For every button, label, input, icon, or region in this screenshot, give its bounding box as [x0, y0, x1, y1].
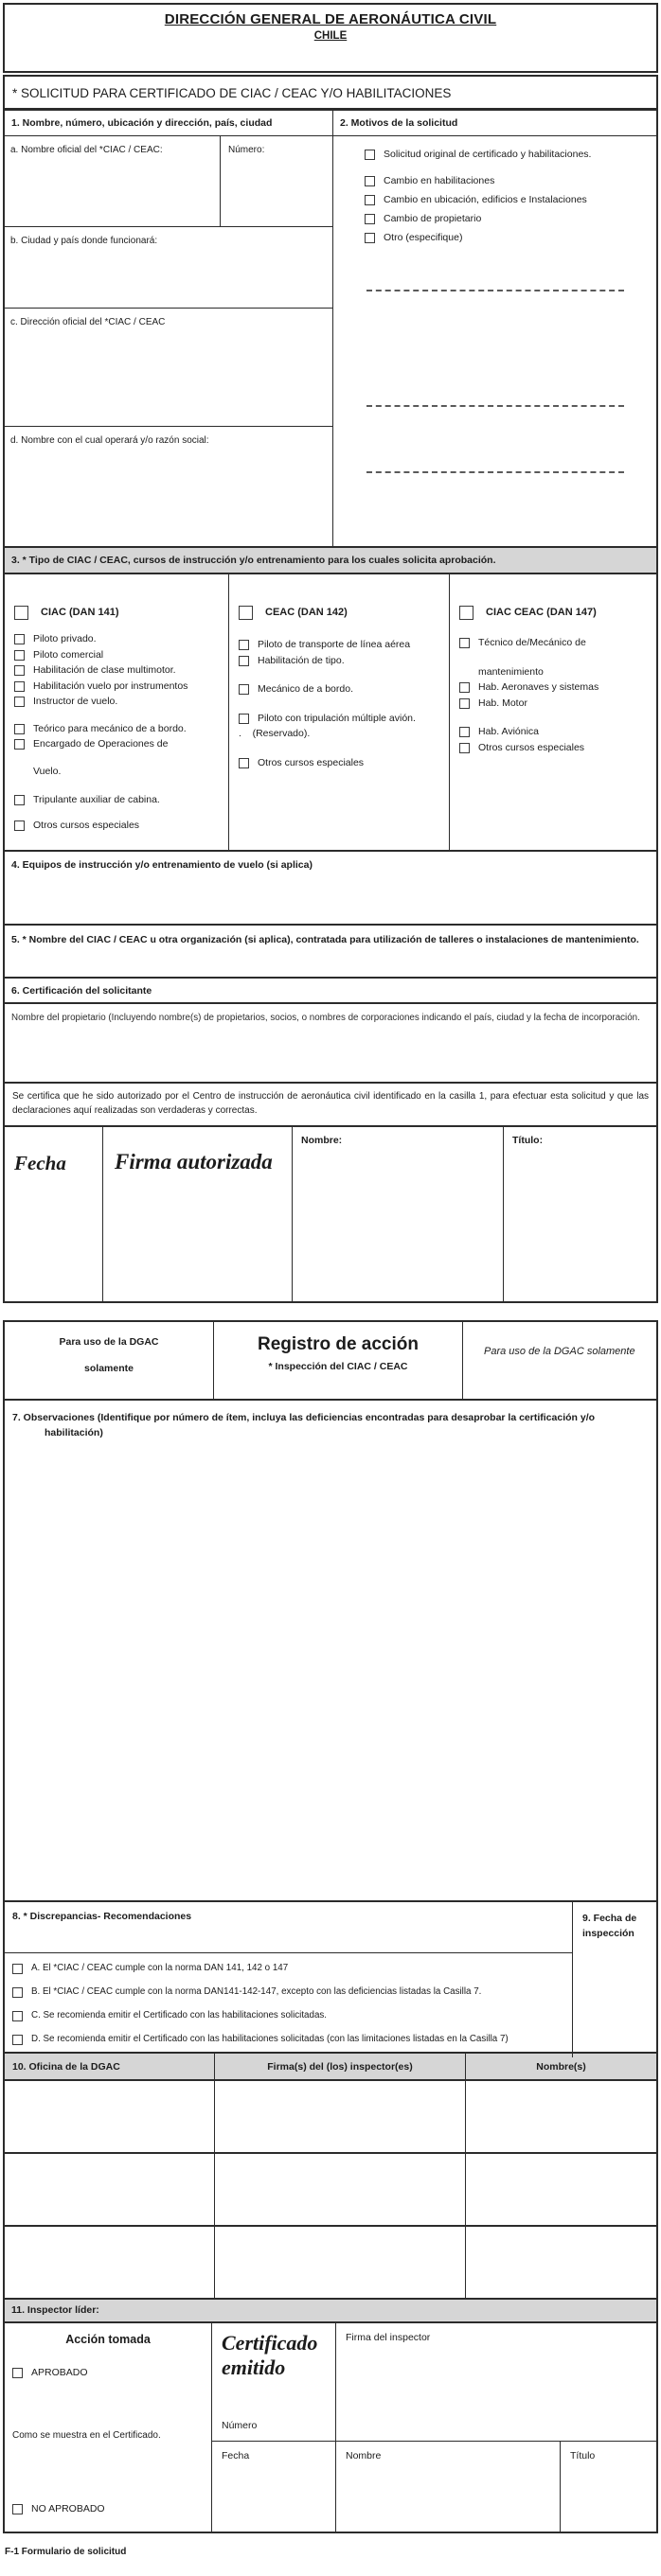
- oficina-cell[interactable]: [5, 2227, 215, 2298]
- dgac-use-only-right: Para uso de la DGAC solamente: [484, 1346, 635, 1357]
- tripulante-cabina-checkbox[interactable]: [14, 795, 25, 805]
- firma-del-inspector-label: Firma del inspector: [346, 2332, 431, 2343]
- ceac-dan142-column: [229, 574, 450, 850]
- fecha-emision-cell[interactable]: [212, 2442, 336, 2532]
- motivo-label: Solicitud original de certificado y habilitaciones.: [384, 149, 592, 160]
- ciac-dan141-checkbox[interactable]: [14, 606, 28, 620]
- section-10-firma-header: Firma(s) del (los) inspector(es): [215, 2054, 466, 2079]
- agency-country: CHILE: [313, 30, 348, 42]
- course-label: Hab. Motor: [478, 697, 527, 709]
- discrepancia-label: B. El *CIAC / CEAC cumple con la norma DAN141-142-147, excepto con las deficiencias listadas la Casilla 7.: [31, 1986, 482, 1997]
- course-label: Otros cursos especiales: [258, 756, 365, 768]
- section-7-observaciones[interactable]: [3, 1401, 658, 1902]
- motivo-row: [365, 213, 651, 225]
- write-in-line[interactable]: [366, 405, 624, 407]
- form-number-footer: F-1 Formulario de solicitud: [5, 2547, 127, 2557]
- field-nombre-oficial: [5, 136, 333, 227]
- nombre-label: Nombre:: [301, 1135, 343, 1146]
- firma-del-inspector-cell[interactable]: [336, 2323, 656, 2442]
- accion-tomada-title: Acción tomada: [65, 2333, 151, 2346]
- discrepancia-label: C. Se recomienda emitir el Certificado con las habilitaciones solicitadas.: [31, 2010, 328, 2020]
- aprobado-checkbox[interactable]: [12, 2368, 23, 2378]
- motivo-label: Cambio en ubicación, edificios e Instalaciones: [384, 194, 587, 205]
- course-label: Instructor de vuelo.: [33, 696, 118, 707]
- ciac-dan141-column: [5, 574, 229, 850]
- section-4-title: 4. Equipos de instrucción y/o entrenamiento de vuelo (si aplica): [11, 859, 313, 871]
- course-label: Teórico para mecánico de a bordo.: [33, 722, 187, 734]
- ciac-ceac-dan147-checkbox[interactable]: [459, 606, 473, 620]
- section-8-checklist: [5, 1953, 573, 2057]
- section-2-title: 2. Motivos de la solicitud: [333, 111, 656, 136]
- course-label: Habilitación vuelo por instrumentos: [33, 679, 188, 692]
- piloto-comercial-checkbox[interactable]: [14, 650, 25, 661]
- section-6-owner-field[interactable]: [3, 1004, 658, 1084]
- dgac-left-line1: Para uso de la DGAC: [59, 1336, 159, 1348]
- motivo-solicitud-original-checkbox[interactable]: [365, 150, 375, 160]
- fecha-cell[interactable]: [5, 1127, 103, 1301]
- section-8-9-table: [3, 1902, 658, 2054]
- section-3-title: 3. * Tipo de CIAC / CEAC, cursos de instrucción y/o entrenamiento para los cuales solicita aprobación.: [3, 548, 658, 574]
- section-9-fecha-inspeccion[interactable]: 9. Fecha de inspección: [582, 1913, 637, 1939]
- discrepancia-a-checkbox[interactable]: [12, 1964, 23, 1974]
- course-label: Piloto con tripulación múltiple avión.: [258, 712, 416, 724]
- section-10-title: 10. Oficina de la DGAC: [5, 2054, 215, 2079]
- nombre-cell[interactable]: [293, 1127, 504, 1301]
- course-label: Tripulante auxiliar de cabina.: [33, 794, 160, 805]
- ciac-ceac-dan147-label: CIAC CEAC (DAN 147): [486, 607, 597, 618]
- ciac-ceac-dan147-header-row: [459, 605, 652, 620]
- discrepancia-label: D. Se recomienda emitir el Certificado con las habilitaciones solicitadas (con las limitaciones listadas en la Casilla 7): [31, 2034, 509, 2044]
- motivo-label: Otro (especifique): [384, 232, 463, 243]
- inspeccion-subtitle: * Inspección del CIAC / CEAC: [268, 1361, 408, 1372]
- piloto-transporte-linea-checkbox[interactable]: [239, 640, 249, 650]
- course-label: Piloto privado.: [33, 633, 97, 644]
- course-label: Encargado de Operaciones de: [33, 738, 169, 750]
- titulo-label: Título:: [512, 1135, 544, 1146]
- hab-motor-checkbox[interactable]: [459, 698, 470, 709]
- firma-inspector-cell[interactable]: [215, 2154, 466, 2225]
- direccion-oficial-label: c. Dirección oficial del *CIAC / CEAC: [10, 317, 166, 327]
- motivo-cambio-propietario-checkbox[interactable]: [365, 214, 375, 224]
- course-label: Habilitación de tipo.: [258, 654, 345, 666]
- section-10-nombre-header: Nombre(s): [536, 2061, 586, 2073]
- inspector-table-row: [3, 2154, 658, 2227]
- course-label: Piloto comercial: [33, 648, 104, 661]
- nombre-emision-label: Nombre: [346, 2450, 382, 2461]
- section-7-title: 7. Observaciones (Identifique por número de ítem, incluya las deficiencias encontradas para desaprobar la certificación y/o habilitación): [12, 1412, 596, 1438]
- motivo-row: [365, 232, 651, 244]
- firma-inspector-cell[interactable]: [215, 2081, 466, 2152]
- hab-tipo-checkbox[interactable]: [239, 656, 249, 666]
- nombre-inspector-cell[interactable]: [466, 2227, 656, 2298]
- motivo-cambio-ubicacion-checkbox[interactable]: [365, 195, 375, 205]
- owner-note: Nombre del propietario (Incluyendo nombre(s) de propietarios, socios, o nombres de corporaciones indicando el país, ciudad y la fecha de incorporación.: [11, 1013, 640, 1023]
- firma-autorizada-cell[interactable]: [103, 1127, 293, 1301]
- encargado-operaciones-checkbox[interactable]: [14, 739, 25, 750]
- field-direccion-oficial[interactable]: [5, 309, 333, 427]
- titulo-emision-cell[interactable]: [561, 2442, 656, 2532]
- registro-title: Registro de acción: [258, 1334, 419, 1354]
- section-10-header: [3, 2054, 658, 2081]
- fecha-label: Fecha: [14, 1152, 66, 1174]
- oficina-cell[interactable]: [5, 2154, 215, 2225]
- titulo-cell[interactable]: [504, 1127, 656, 1301]
- firma-inspector-cell[interactable]: [215, 2227, 466, 2298]
- ceac-dan142-label: CEAC (DAN 142): [265, 607, 348, 618]
- agency-title: DIRECCIÓN GENERAL DE AERONÁUTICA CIVIL: [164, 11, 497, 27]
- course-label-continuation: . (Reservado).: [239, 728, 311, 739]
- course-label: Hab. Aviónica: [478, 726, 540, 737]
- course-label-continuation: Vuelo.: [33, 765, 62, 777]
- section-8-title: 8. * Discrepancias- Recomendaciones: [5, 1902, 573, 1953]
- instructor-vuelo-checkbox[interactable]: [14, 697, 25, 707]
- ciac-ceac-dan147-column: [450, 574, 656, 850]
- hab-clase-multimotor-checkbox[interactable]: [14, 665, 25, 676]
- section-5-organizacion[interactable]: [3, 926, 658, 979]
- titulo-emision-label: Título: [570, 2450, 596, 2461]
- mecanico-a-bordo-checkbox[interactable]: [239, 684, 249, 695]
- section-4-equipos[interactable]: [3, 852, 658, 926]
- dgac-use-only-left: [5, 1322, 214, 1399]
- form-title: * SOLICITUD PARA CERTIFICADO DE CIAC / CEAC Y/O HABILITACIONES: [3, 75, 658, 110]
- motivo-otro-checkbox[interactable]: [365, 233, 375, 243]
- write-in-line[interactable]: [366, 290, 624, 291]
- section-1-title: 1. Nombre, número, ubicación y dirección, país, ciudad: [5, 111, 333, 136]
- signature-row: [3, 1127, 658, 1303]
- otros-cursos-dan142-checkbox[interactable]: [239, 758, 249, 768]
- hab-vuelo-instrumentos-checkbox[interactable]: [14, 681, 25, 692]
- tecnico-mecanico-mantenimiento-checkbox[interactable]: [459, 638, 470, 648]
- numero-label[interactable]: Número:: [228, 145, 265, 155]
- course-label: Habilitación de clase multimotor.: [33, 664, 176, 676]
- nombre-inspector-cell[interactable]: [466, 2154, 656, 2225]
- section-3-columns: [3, 574, 658, 852]
- inspector-table-row: [3, 2227, 658, 2300]
- piloto-privado-checkbox[interactable]: [14, 634, 25, 644]
- motivo-label: Cambio de propietario: [384, 213, 482, 224]
- ciac-dan141-label: CIAC (DAN 141): [41, 607, 119, 618]
- course-label: Técnico de/Mecánico de: [478, 637, 586, 648]
- hab-aeronaves-sistemas-checkbox[interactable]: [459, 682, 470, 693]
- ceac-dan142-header-row: [239, 605, 445, 620]
- discrepancia-d-checkbox[interactable]: [12, 2035, 23, 2045]
- hab-avionica-checkbox[interactable]: [459, 727, 470, 737]
- piloto-tripulacion-multiple-checkbox[interactable]: [239, 714, 249, 724]
- section-2-motivos: [333, 136, 656, 546]
- section-6-title: 6. Certificación del solicitante: [3, 979, 658, 1004]
- inspector-table-row: [3, 2081, 658, 2154]
- course-label: Otros cursos especiales: [478, 741, 585, 753]
- otros-cursos-dan147-checkbox[interactable]: [459, 743, 470, 753]
- motivo-cambio-habilitaciones-checkbox[interactable]: [365, 176, 375, 186]
- section-11-title: 11. Inspector líder:: [3, 2300, 658, 2323]
- dgac-banner: [3, 1320, 658, 1401]
- fecha-emision-label: Fecha: [222, 2450, 250, 2461]
- course-label: Mecánico de a bordo.: [258, 683, 353, 695]
- form-header: [3, 3, 658, 73]
- como-se-muestra-note: Como se muestra en el Certificado.: [12, 2429, 161, 2441]
- oficina-cell[interactable]: [5, 2081, 215, 2152]
- motivo-label: Cambio en habilitaciones: [384, 175, 495, 186]
- razon-social-label: d. Nombre con el cual operará y/o razón social:: [10, 435, 209, 446]
- discrepancia-label: A. El *CIAC / CEAC cumple con la norma DAN 141, 142 o 147: [31, 1963, 289, 1973]
- ceac-dan142-checkbox[interactable]: [239, 606, 253, 620]
- certificado-emitido-title: Certificado emitido: [222, 2331, 318, 2379]
- ciac-dan141-header-row: [14, 605, 224, 620]
- ciudad-pais-label: b. Ciudad y país donde funcionará:: [10, 236, 158, 246]
- write-in-line[interactable]: [366, 471, 624, 473]
- course-label: Otros cursos especiales: [33, 819, 140, 831]
- no-aprobado-checkbox[interactable]: [12, 2504, 23, 2514]
- registro-de-accion: [214, 1322, 463, 1399]
- motivo-row: [365, 194, 651, 206]
- dgac-left-line2: solamente: [84, 1363, 134, 1374]
- nombre-emision-cell[interactable]: [336, 2442, 561, 2532]
- otros-cursos-dan141-checkbox[interactable]: [14, 820, 25, 831]
- section-1-2-table: [3, 110, 658, 548]
- nombre-inspector-cell[interactable]: [466, 2081, 656, 2152]
- course-label: Hab. Aeronaves y sistemas: [478, 681, 599, 693]
- field-ciudad-pais[interactable]: [5, 227, 333, 309]
- section-5-title: 5. * Nombre del CIAC / CEAC u otra organización (si aplica), contratada para utilización de talleres o instalaciones de mantenimiento.: [11, 934, 639, 945]
- course-label-continuation: mantenimiento: [478, 665, 544, 678]
- course-label: Piloto de transporte de línea aérea: [258, 639, 411, 650]
- section-11-table: [3, 2323, 658, 2533]
- field-razon-social[interactable]: [5, 427, 333, 546]
- no-aprobado-label: NO APROBADO: [31, 2502, 105, 2514]
- discrepancia-b-checkbox[interactable]: [12, 1987, 23, 1998]
- certificado-numero-label: Número: [222, 2420, 258, 2431]
- nombre-oficial-label[interactable]: a. Nombre oficial del *CIAC / CEAC:: [5, 136, 221, 226]
- certificado-emitido-cell[interactable]: [212, 2323, 336, 2442]
- aprobado-label: APROBADO: [31, 2367, 88, 2378]
- firma-autorizada-label: Firma autorizada: [115, 1150, 273, 1173]
- accion-tomada-cell: [5, 2323, 212, 2532]
- teorico-mecanico-checkbox[interactable]: [14, 724, 25, 734]
- discrepancia-c-checkbox[interactable]: [12, 2011, 23, 2021]
- motivo-row: [365, 149, 651, 161]
- certification-statement: Se certifica que he sido autorizado por el Centro de instrucción de aeronáutica civil identificado en la casilla 1, para efectuar esta solicitud y que las declaraciones aquí realizadas son verdaderas y correctas.: [3, 1084, 658, 1127]
- motivo-row: [365, 175, 651, 187]
